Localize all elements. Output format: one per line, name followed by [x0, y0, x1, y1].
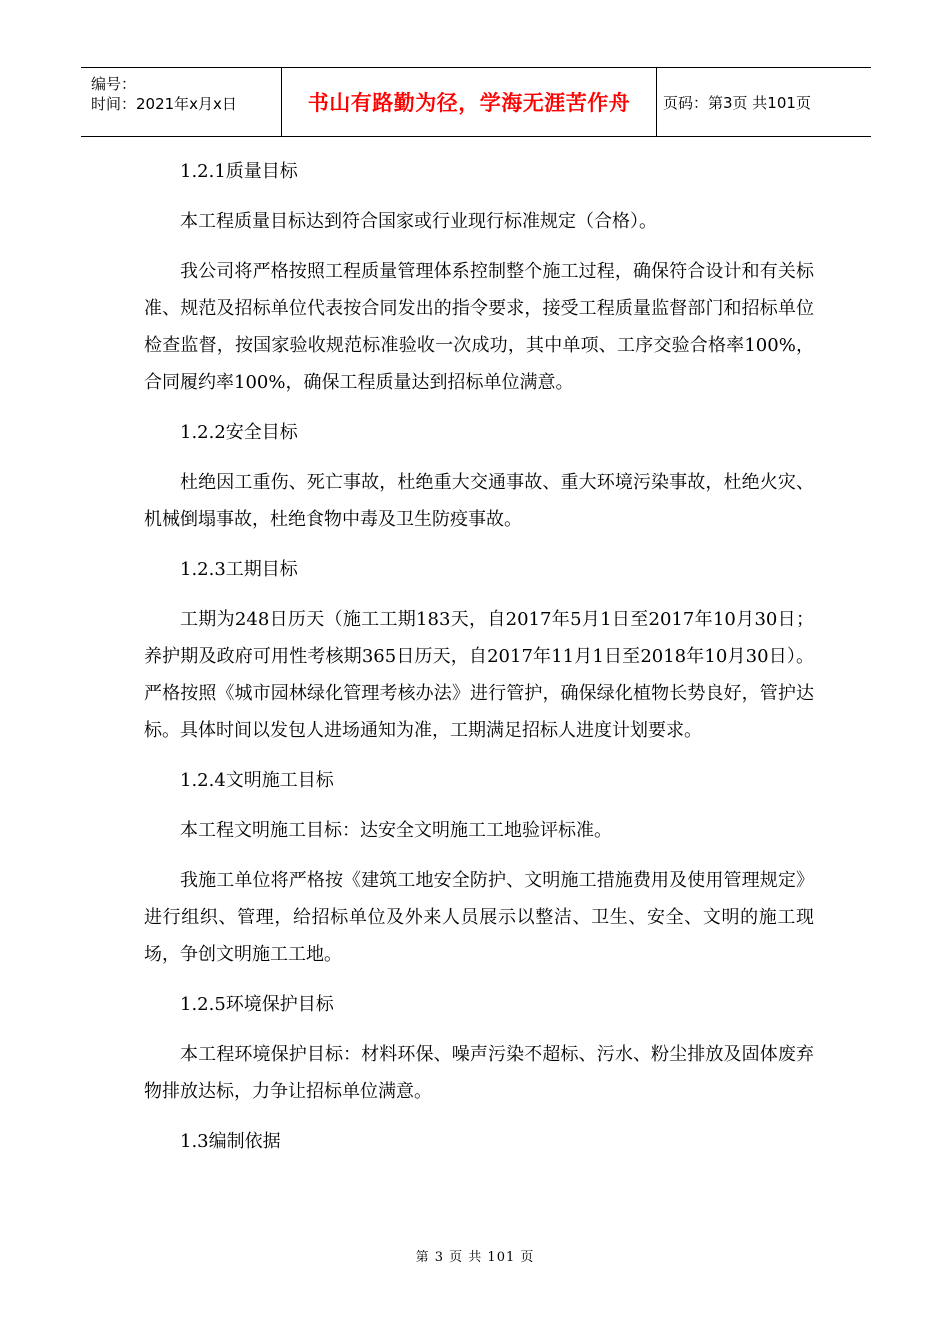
- section-heading-1-2-2: 1.2.2安全目标: [180, 422, 298, 443]
- paragraph: 我公司将严格按照工程质量管理体系控制整个施工过程，确保符合设计和有关标准、规范及招标单位代表按合同发出的指令要求，接受工程质量监督部门和招标单位检查监督，按国家验收规范标准验收一次成功，其中单项、工序交验合格率100%，合同履约率100%，确保工程质量达到招标单位满意。: [144, 261, 814, 393]
- section-heading-1-2-5: 1.2.5环境保护目标: [180, 994, 334, 1015]
- paragraph: 本工程质量目标达到符合国家或行业现行标准规定（合格）。: [180, 211, 657, 232]
- document-date-label: 时间：2021年x月x日: [91, 95, 237, 113]
- page-header: [81, 67, 871, 137]
- header-motto: 书山有路勤为径，学海无涯苦作舟: [282, 68, 657, 136]
- document-body: [144, 153, 814, 1160]
- section-heading-1-2-1: 1.2.1质量目标: [180, 161, 298, 182]
- header-meta-cell: [81, 68, 282, 136]
- paragraph: 杜绝因工重伤、死亡事故，杜绝重大交通事故、重大环境污染事故，杜绝火灾、机械倒塌事故，杜绝食物中毒及卫生防疫事故。: [144, 472, 814, 530]
- paragraph: 工期为248日历天（施工工期183天，自2017年5月1日至2017年10月30日；养护期及政府可用性考核期365日历天，自2017年11月1日至2018年10月30日）。严格按照《城市园林绿化管理考核办法》进行管护，确保绿化植物长势良好，管护达标。具体时间以发包人进场通知为准，工期满足招标人进度计划要求。: [144, 609, 814, 741]
- section-heading-1-2-3: 1.2.3工期目标: [180, 559, 298, 580]
- paragraph: 我施工单位将严格按《建筑工地安全防护、文明施工措施费用及使用管理规定》进行组织、管理，给招标单位及外来人员展示以整洁、卫生、安全、文明的施工现场，争创文明施工工地。: [144, 870, 814, 965]
- section-heading-1-3: 1.3编制依据: [180, 1131, 281, 1152]
- document-number-label: 编号：: [91, 75, 137, 93]
- section-heading-1-2-4: 1.2.4文明施工目标: [180, 770, 334, 791]
- page-footer: 第 3 页 共 101 页: [415, 1250, 535, 1265]
- paragraph: 本工程文明施工目标：达安全文明施工工地验评标准。: [180, 820, 612, 841]
- paragraph: 本工程环境保护目标：材料环保、噪声污染不超标、污水、粉尘排放及固体废弃物排放达标，力争让招标单位满意。: [144, 1044, 814, 1102]
- header-page-info: 页码：第3页 共101页: [663, 93, 811, 112]
